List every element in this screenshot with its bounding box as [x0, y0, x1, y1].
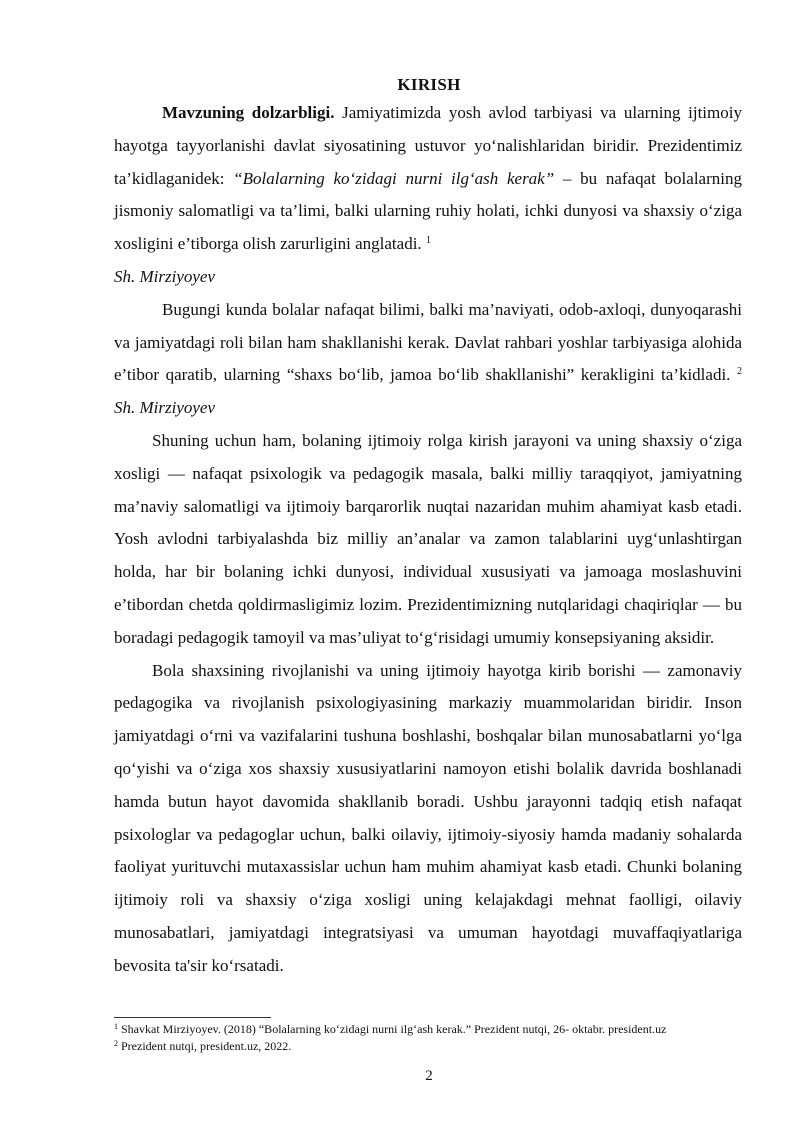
paragraph-development: Bola shaxsining rivojlanishi va uning ijtimoiy hayotga kirib borishi — zamonaviy pedagogika va rivojlanish psixologiyasining markaziy muammolaridan biridir. Inson jamiyatdagi o‘rni va vazifalarini tushuna boshlashi, boshqalar bilan munosabatlarni yo‘lga qo‘yishi va o‘ziga xos shaxsiy xususiyatlarini namoyon etishi bolalik davrida boshlanadi hamda butun hayot davomida shakllanib boradi. Ushbu jarayonni tadqiq etish nafaqat psixologlar va pedagoglar uchun, balki oilaviy, ijtimoiy-siyosiy hamda madaniy sohalarda faoliyat yurituvchi mutaxassislar uchun ham muhim ahamiyat kasb etadi. Chunki bolaning ijtimoiy roli va shaxsiy o‘ziga xosligi uning kelajakdagi mehnat faolligi, oilaviy munosabatlari, jamiyatdagi integratsiyasi va umuman hayotdagi muvaffaqiyatlariga bevosita ta'sir ko‘rsatadi. — [114, 660, 742, 975]
footnote-1: $^1$ Shavkat Mirziyoyev. (2018) “Bolalarning ko‘zidagi nurni ilg‘ash kerak.” Prezident nutqi, 26- oktabr. president.uz — [114, 1022, 667, 1036]
relevance-heading: Mavzuning dolzarbligi. — [162, 103, 335, 122]
document-body — [114, 97, 742, 983]
footnote-ref-1: 1 — [425, 235, 431, 247]
footnote-2: $^2$ Prezident nutqi, president.uz, 2022. — [114, 1039, 292, 1053]
footnote-separator — [114, 1017, 271, 1018]
paragraph-social-role: Shuning uchun ham, bolaning ijtimoiy rolga kirish jarayoni va uning shaxsiy o‘ziga xosligi — nafaqat psixologik va pedagogik masala, balki milliy taraqqiyot, jamiyatning ma’naviy salomatligi va ijtimoiy barqarorlik nuqtai nazaridan muhim ahamiyat kasb etadi. Yosh avlodni tarbiyalashda biz milliy an’analar va zamon talablarini uyg‘unlashtirgan holda, har bir bolaning ichki dunyosi, individual xususiyati va jamoaga moslashuvini e’tibordan chetda qoldirmasligimiz lozim. Prezidentimizning nutqlaridagi chaqiriqlar — bu boradagi pedagogik tamoyil va mas’uliyat to‘g‘risidagi umumiy konsepsiyaning aksidir. — [114, 430, 742, 647]
footnote-ref-2: 2 — [737, 366, 742, 378]
relevance-text-1: Jamiyatimizda yosh avlod tarbiyasi va ularning ijtimoiy hayotga tayyorlanishi davlat siyosatining ustuvor yo‘nalishlaridan biridir. Prezidentimiz ta’kidlaganidek: — [114, 103, 742, 188]
page-number: 2 — [425, 1068, 433, 1084]
author-attribution-inline: Sh. Mirziyoyev — [114, 398, 216, 418]
author-attribution: Sh. Mirziyoyev — [114, 266, 216, 286]
paragraph-today: Bugungi kunda bolalar nafaqat bilimi, balki ma’naviyati, odob-axloqi, dunyoqarashi va jamiyatdagi roli bilan ham shakllanishi kerak. Davlat rahbari yoshlar tarbiyasiga alohida e’tibor qaratib, ularning “shaxs bo‘lib, jamoa bo‘lib shakllanishi” kerakligini ta’kidladi. $^2$ Sh. Mirziyoyev — [114, 299, 742, 418]
relevance-text-2: – bu nafaqat bolalarning jismoniy salomatligi va ta’limi, balki ularning ruhiy holati, ichki dunyosi va shaxsiy o‘ziga xosligini e’tiborga olish zarurligini anglatadi. — [114, 168, 742, 254]
paragraph-relevance — [114, 97, 742, 261]
page-title: KIRISH — [397, 75, 461, 94]
president-quote: “Bolalarning ko‘zidagi nurni ilg‘ash kerak” — [233, 168, 555, 188]
